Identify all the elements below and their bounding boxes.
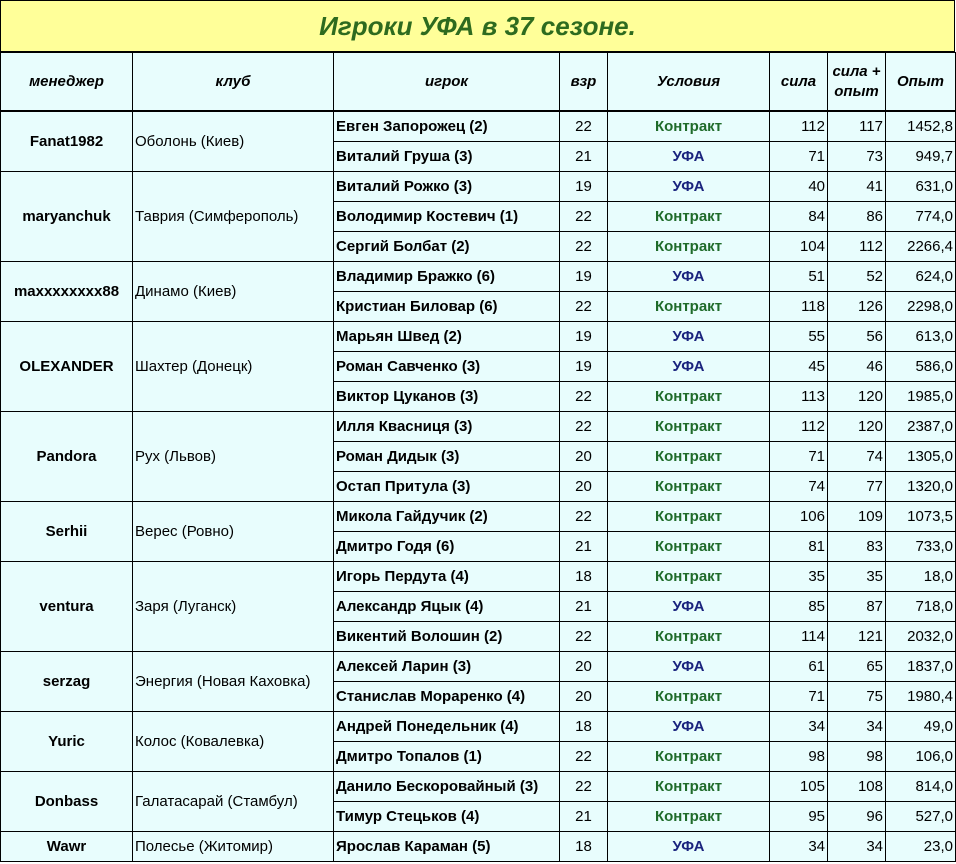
cell-strength-exp[interactable]: 109 <box>828 502 886 532</box>
cell-strength[interactable]: 51 <box>770 262 828 292</box>
cell-strength-exp[interactable]: 98 <box>828 742 886 772</box>
cell-player[interactable]: Сергий Болбат (2) <box>334 232 560 262</box>
table-row <box>1 262 956 292</box>
cell-player[interactable]: Данило Бескоровайный (3) <box>334 772 560 802</box>
cell-player[interactable]: Алексей Ларин (3) <box>334 652 560 682</box>
cell-condition[interactable]: Контракт <box>608 111 770 142</box>
cell-manager[interactable]: OLEXANDER <box>1 322 133 412</box>
cell-condition[interactable]: УФА <box>608 322 770 352</box>
col-header-age[interactable]: взр <box>560 53 608 112</box>
cell-strength[interactable]: 95 <box>770 802 828 832</box>
cell-manager[interactable]: Fanat1982 <box>1 111 133 172</box>
cell-strength-exp[interactable]: 41 <box>828 172 886 202</box>
cell-condition[interactable]: Контракт <box>608 232 770 262</box>
cell-strength-exp[interactable]: 65 <box>828 652 886 682</box>
cell-club[interactable]: Динамо (Киев) <box>133 262 334 322</box>
cell-age[interactable]: 20 <box>560 652 608 682</box>
cell-condition[interactable]: Контракт <box>608 502 770 532</box>
cell-strength[interactable]: 40 <box>770 172 828 202</box>
cell-player[interactable]: Викентий Волошин (2) <box>334 622 560 652</box>
cell-age[interactable]: 22 <box>560 292 608 322</box>
cell-club[interactable]: Верес (Ровно) <box>133 502 334 562</box>
cell-strength-exp[interactable]: 77 <box>828 472 886 502</box>
cell-club[interactable]: Галатасарай (Стамбул) <box>133 772 334 832</box>
table-row <box>1 111 956 142</box>
cell-age[interactable]: 19 <box>560 262 608 292</box>
cell-player[interactable]: Дмитро Топалов (1) <box>334 742 560 772</box>
cell-strength[interactable]: 71 <box>770 142 828 172</box>
cell-strength-exp[interactable]: 112 <box>828 232 886 262</box>
cell-manager[interactable]: Wawr <box>1 832 133 862</box>
cell-player[interactable]: Андрей Понедельник (4) <box>334 712 560 742</box>
cell-player[interactable]: Александр Яцык (4) <box>334 592 560 622</box>
cell-age[interactable]: 22 <box>560 772 608 802</box>
cell-strength-exp[interactable]: 46 <box>828 352 886 382</box>
table-row <box>1 502 956 532</box>
cell-manager[interactable]: serzag <box>1 652 133 712</box>
cell-condition[interactable]: Контракт <box>608 562 770 592</box>
cell-age[interactable]: 21 <box>560 592 608 622</box>
cell-player[interactable]: Виктор Цуканов (3) <box>334 382 560 412</box>
table-row <box>1 172 956 202</box>
cell-age[interactable]: 21 <box>560 142 608 172</box>
cell-experience[interactable]: 1452,8 <box>886 111 956 142</box>
cell-age[interactable]: 20 <box>560 442 608 472</box>
cell-strength[interactable]: 81 <box>770 532 828 562</box>
cell-strength[interactable]: 55 <box>770 322 828 352</box>
table-row <box>1 562 956 592</box>
cell-experience[interactable]: 23,0 <box>886 832 956 862</box>
cell-condition[interactable]: УФА <box>608 832 770 862</box>
cell-experience[interactable]: 527,0 <box>886 802 956 832</box>
cell-condition[interactable]: Контракт <box>608 412 770 442</box>
cell-manager[interactable]: ventura <box>1 562 133 652</box>
cell-experience[interactable]: 106,0 <box>886 742 956 772</box>
cell-strength-exp[interactable]: 73 <box>828 142 886 172</box>
cell-strength-exp[interactable]: 86 <box>828 202 886 232</box>
cell-experience[interactable]: 718,0 <box>886 592 956 622</box>
table-row <box>1 652 956 682</box>
col-header-conditions[interactable]: Условия <box>608 53 770 112</box>
cell-age[interactable]: 22 <box>560 232 608 262</box>
cell-strength[interactable]: 113 <box>770 382 828 412</box>
col-header-strength-exp[interactable]: сила + опыт <box>828 53 886 112</box>
cell-condition[interactable]: УФА <box>608 172 770 202</box>
cell-condition[interactable]: Контракт <box>608 742 770 772</box>
cell-age[interactable]: 18 <box>560 712 608 742</box>
cell-experience[interactable]: 613,0 <box>886 322 956 352</box>
cell-experience[interactable]: 733,0 <box>886 532 956 562</box>
cell-player[interactable]: Игорь Пердута (4) <box>334 562 560 592</box>
cell-strength[interactable]: 34 <box>770 832 828 862</box>
cell-age[interactable]: 20 <box>560 472 608 502</box>
cell-player[interactable]: Остап Притула (3) <box>334 472 560 502</box>
col-header-strength[interactable]: сила <box>770 53 828 112</box>
table-row <box>1 412 956 442</box>
cell-manager[interactable]: maryanchuk <box>1 172 133 262</box>
cell-experience[interactable]: 1980,4 <box>886 682 956 712</box>
cell-strength[interactable]: 84 <box>770 202 828 232</box>
cell-experience[interactable]: 18,0 <box>886 562 956 592</box>
cell-age[interactable]: 22 <box>560 622 608 652</box>
cell-age[interactable]: 18 <box>560 562 608 592</box>
cell-manager[interactable]: Donbass <box>1 772 133 832</box>
cell-condition[interactable]: Контракт <box>608 472 770 502</box>
cell-condition[interactable]: УФА <box>608 352 770 382</box>
cell-strength[interactable]: 61 <box>770 652 828 682</box>
cell-player[interactable]: Виталий Рожко (3) <box>334 172 560 202</box>
cell-experience[interactable]: 949,7 <box>886 142 956 172</box>
sheet-title: Игроки УФА в 37 сезоне. <box>0 0 955 52</box>
cell-condition[interactable]: Контракт <box>608 622 770 652</box>
col-header-experience[interactable]: Опыт <box>886 53 956 112</box>
cell-club[interactable]: Рух (Львов) <box>133 412 334 502</box>
cell-condition[interactable]: Контракт <box>608 202 770 232</box>
cell-strength[interactable]: 114 <box>770 622 828 652</box>
cell-condition[interactable]: Контракт <box>608 292 770 322</box>
cell-club[interactable]: Таврия (Симферополь) <box>133 172 334 262</box>
cell-strength[interactable]: 106 <box>770 502 828 532</box>
col-header-player[interactable]: игрок <box>334 53 560 112</box>
cell-strength[interactable]: 105 <box>770 772 828 802</box>
cell-condition[interactable]: УФА <box>608 262 770 292</box>
cell-player[interactable]: Роман Дидык (3) <box>334 442 560 472</box>
cell-strength[interactable]: 34 <box>770 712 828 742</box>
cell-strength-exp[interactable]: 121 <box>828 622 886 652</box>
cell-strength-exp[interactable]: 35 <box>828 562 886 592</box>
cell-strength-exp[interactable]: 52 <box>828 262 886 292</box>
table-row <box>1 772 956 802</box>
cell-age[interactable]: 22 <box>560 412 608 442</box>
cell-strength[interactable]: 104 <box>770 232 828 262</box>
cell-condition[interactable]: Контракт <box>608 442 770 472</box>
cell-age[interactable]: 21 <box>560 532 608 562</box>
cell-condition[interactable]: Контракт <box>608 532 770 562</box>
cell-strength-exp[interactable]: 96 <box>828 802 886 832</box>
cell-age[interactable]: 18 <box>560 832 608 862</box>
cell-condition[interactable]: Контракт <box>608 802 770 832</box>
cell-condition[interactable]: УФА <box>608 142 770 172</box>
cell-player[interactable]: Ярослав Караман (5) <box>334 832 560 862</box>
cell-experience[interactable]: 2032,0 <box>886 622 956 652</box>
cell-experience[interactable]: 586,0 <box>886 352 956 382</box>
cell-manager[interactable]: Yuric <box>1 712 133 772</box>
header-row <box>1 53 956 112</box>
cell-experience[interactable]: 2266,4 <box>886 232 956 262</box>
cell-experience[interactable]: 1985,0 <box>886 382 956 412</box>
cell-strength[interactable]: 71 <box>770 442 828 472</box>
cell-strength-exp[interactable]: 75 <box>828 682 886 712</box>
cell-experience[interactable]: 631,0 <box>886 172 956 202</box>
cell-experience[interactable]: 774,0 <box>886 202 956 232</box>
cell-strength-exp[interactable]: 74 <box>828 442 886 472</box>
cell-player[interactable]: Владимир Бражко (6) <box>334 262 560 292</box>
cell-strength-exp[interactable]: 117 <box>828 111 886 142</box>
cell-club[interactable]: Заря (Луганск) <box>133 562 334 652</box>
cell-player[interactable]: Илля Квасниця (3) <box>334 412 560 442</box>
cell-strength-exp[interactable]: 34 <box>828 832 886 862</box>
cell-age[interactable]: 19 <box>560 352 608 382</box>
cell-experience[interactable]: 1320,0 <box>886 472 956 502</box>
cell-club[interactable]: Колос (Ковалевка) <box>133 712 334 772</box>
cell-age[interactable]: 22 <box>560 502 608 532</box>
cell-strength[interactable]: 98 <box>770 742 828 772</box>
cell-experience[interactable]: 2387,0 <box>886 412 956 442</box>
cell-player[interactable]: Евген Запорожец (2) <box>334 111 560 142</box>
cell-strength[interactable]: 118 <box>770 292 828 322</box>
cell-experience[interactable]: 624,0 <box>886 262 956 292</box>
cell-player[interactable]: Роман Савченко (3) <box>334 352 560 382</box>
cell-strength-exp[interactable]: 120 <box>828 382 886 412</box>
cell-age[interactable]: 21 <box>560 802 608 832</box>
cell-player[interactable]: Тимур Стецьков (4) <box>334 802 560 832</box>
cell-age[interactable]: 22 <box>560 111 608 142</box>
cell-player[interactable]: Виталий Груша (3) <box>334 142 560 172</box>
cell-strength[interactable]: 45 <box>770 352 828 382</box>
cell-strength[interactable]: 71 <box>770 682 828 712</box>
cell-strength[interactable]: 74 <box>770 472 828 502</box>
cell-age[interactable]: 22 <box>560 202 608 232</box>
cell-strength-exp[interactable]: 34 <box>828 712 886 742</box>
cell-player[interactable]: Дмитро Годя (6) <box>334 532 560 562</box>
cell-strength-exp[interactable]: 87 <box>828 592 886 622</box>
cell-strength-exp[interactable]: 108 <box>828 772 886 802</box>
cell-club[interactable]: Оболонь (Киев) <box>133 111 334 172</box>
cell-strength-exp[interactable]: 120 <box>828 412 886 442</box>
cell-condition[interactable]: УФА <box>608 592 770 622</box>
cell-condition[interactable]: Контракт <box>608 772 770 802</box>
cell-manager[interactable]: maxxxxxxxx88 <box>1 262 133 322</box>
cell-experience[interactable]: 1073,5 <box>886 502 956 532</box>
cell-manager[interactable]: Serhii <box>1 502 133 562</box>
cell-condition[interactable]: УФА <box>608 712 770 742</box>
cell-strength[interactable]: 112 <box>770 412 828 442</box>
players-table <box>0 52 956 862</box>
cell-age[interactable]: 19 <box>560 322 608 352</box>
cell-player[interactable]: Кристиан Биловар (6) <box>334 292 560 322</box>
cell-experience[interactable]: 2298,0 <box>886 292 956 322</box>
cell-age[interactable]: 22 <box>560 742 608 772</box>
cell-strength-exp[interactable]: 56 <box>828 322 886 352</box>
col-header-club[interactable]: клуб <box>133 53 334 112</box>
table-body <box>1 111 956 862</box>
cell-club[interactable]: Полесье (Житомир) <box>133 832 334 862</box>
cell-strength-exp[interactable]: 126 <box>828 292 886 322</box>
cell-player[interactable]: Володимир Костевич (1) <box>334 202 560 232</box>
table-row <box>1 832 956 862</box>
cell-age[interactable]: 19 <box>560 172 608 202</box>
cell-condition[interactable]: Контракт <box>608 682 770 712</box>
table-row <box>1 712 956 742</box>
cell-experience[interactable]: 49,0 <box>886 712 956 742</box>
table-row <box>1 322 956 352</box>
cell-experience[interactable]: 1837,0 <box>886 652 956 682</box>
cell-player[interactable]: Станислав Мораренко (4) <box>334 682 560 712</box>
cell-condition[interactable]: Контракт <box>608 382 770 412</box>
cell-strength[interactable]: 35 <box>770 562 828 592</box>
cell-strength[interactable]: 112 <box>770 111 828 142</box>
cell-age[interactable]: 22 <box>560 382 608 412</box>
cell-club[interactable]: Шахтер (Донецк) <box>133 322 334 412</box>
cell-club[interactable]: Энергия (Новая Каховка) <box>133 652 334 712</box>
cell-condition[interactable]: УФА <box>608 652 770 682</box>
cell-manager[interactable]: Pandora <box>1 412 133 502</box>
cell-strength-exp[interactable]: 83 <box>828 532 886 562</box>
cell-player[interactable]: Микола Гайдучик (2) <box>334 502 560 532</box>
col-header-manager[interactable]: менеджер <box>1 53 133 112</box>
cell-strength[interactable]: 85 <box>770 592 828 622</box>
cell-player[interactable]: Марьян Швед (2) <box>334 322 560 352</box>
cell-experience[interactable]: 814,0 <box>886 772 956 802</box>
cell-experience[interactable]: 1305,0 <box>886 442 956 472</box>
cell-age[interactable]: 20 <box>560 682 608 712</box>
